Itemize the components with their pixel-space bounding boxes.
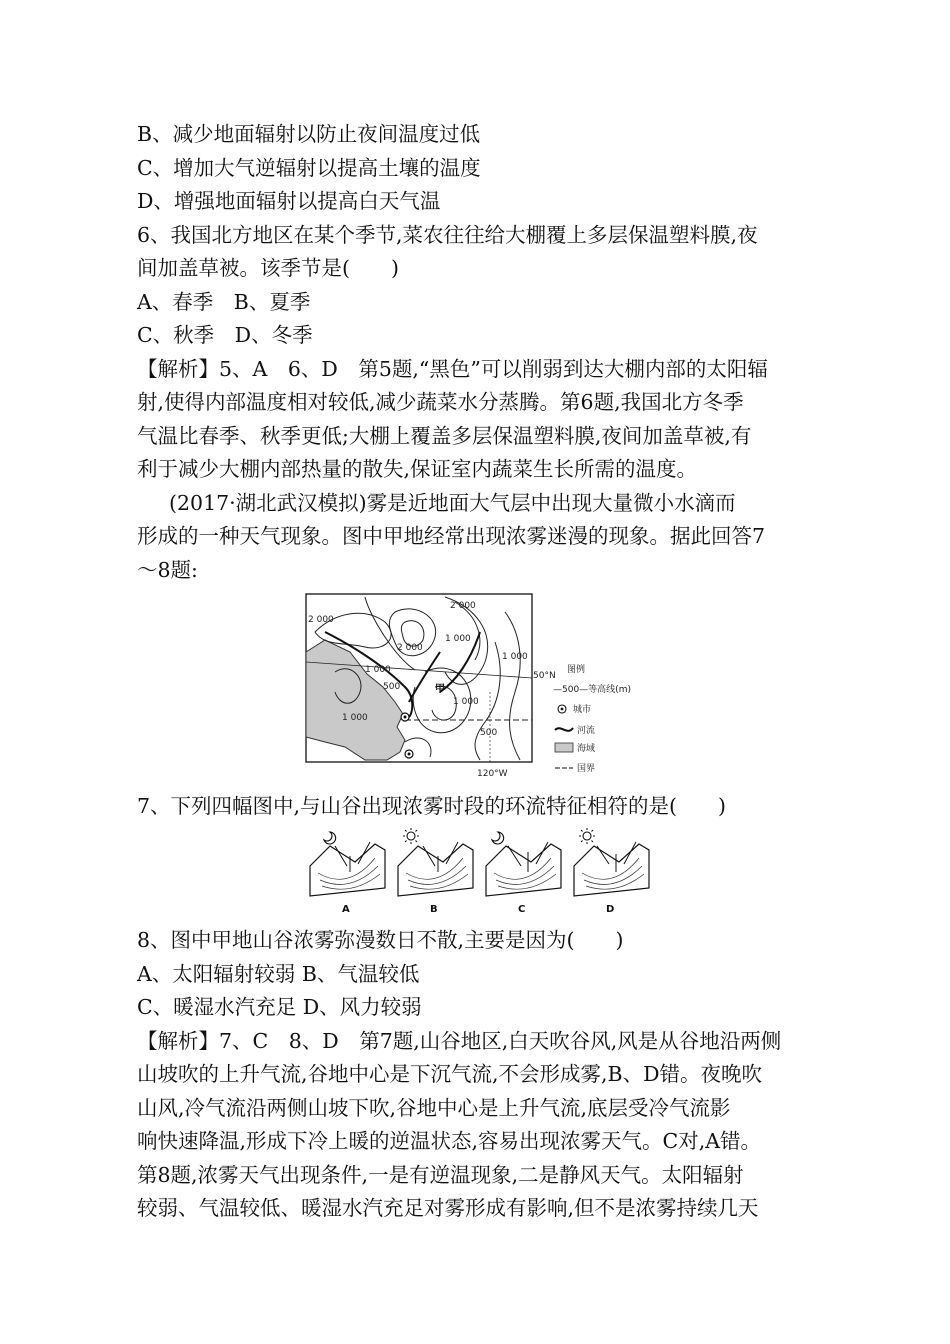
legend-city: 城市 [573, 705, 592, 715]
legend-contour: —500—等高线(m) [553, 685, 631, 695]
document-body-lower [137, 924, 817, 1226]
contour-label: 2 000 [450, 601, 476, 611]
map-legend [553, 663, 631, 774]
contour-label: 1 000 [453, 697, 479, 707]
question-6-line1: 6、我国北方地区在某个季节,菜农往往给大棚覆上多层保温塑料膜,夜 [137, 222, 758, 247]
question-7: 7、下列四幅图中,与山谷出现浓雾时段的环流特征相符的是( ) [137, 794, 727, 818]
question-6-line2: 间加盖草被。该季节是( ) [137, 256, 399, 280]
diagram-label: C [518, 904, 526, 915]
analysis-56-line3: 气温比春季、秋季更低;大棚上覆盖多层保温塑料膜,夜间加盖草被,有 [137, 423, 752, 448]
analysis-78-line2: 山坡吹的上升气流,谷地中心是下沉气流,不会形成雾,B、D错。夜晚吹 [137, 1062, 763, 1086]
legend-border: 国界 [577, 764, 596, 774]
question-8: 8、图中甲地山谷浓雾弥漫数日不散,主要是因为( ) [137, 928, 624, 952]
contour-label: 1 000 [445, 634, 471, 644]
contour-label: 2 000 [397, 643, 423, 653]
diagram-c [486, 832, 561, 896]
contour-map-figure [305, 592, 631, 782]
diagram-label: A [342, 904, 350, 915]
moon-icon [492, 832, 504, 844]
options-ab-q8: A、太阳辐射较弱 B、气温较低 [137, 961, 420, 986]
diagram-d [574, 828, 649, 896]
intro-line1: (2017·湖北武汉模拟)雾是近地面大气层中出现大量微小水滴而 [169, 490, 736, 515]
intro-line3: ～8题: [137, 557, 198, 582]
option-c-q5: C、增加大气逆辐射以提高土壤的温度 [137, 155, 481, 180]
legend-title: 图例 [567, 665, 586, 675]
options-cd-q8: C、暖湿水汽充足 D、风力较弱 [137, 995, 422, 1019]
legend-river: 河流 [577, 726, 596, 736]
contour-label: 2 000 [308, 615, 334, 625]
contour-label: 1 000 [365, 665, 391, 675]
longitude-label: 120°W [477, 769, 508, 779]
place-jia: 甲 [435, 684, 445, 695]
latitude-label: 50°N [533, 671, 556, 681]
analysis-78-line4: 响快速降温,形成下冷上暖的逆温状态,容易出现浓雾天气。C对,A错。 [137, 1129, 762, 1153]
analysis-78-line3: 山风,冷气流沿两侧山坡下吹,谷地中心是上升气流,底层受冷气流影 [137, 1095, 731, 1120]
sun-icon [407, 832, 415, 840]
document-body [137, 118, 817, 587]
option-d-q5: D、增强地面辐射以提高白天气温 [137, 189, 441, 213]
legend-sea: 海域 [577, 744, 596, 754]
sun-icon [583, 832, 591, 840]
analysis-56-line4: 利于减少大棚内部热量的散失,保证室内蔬菜生长所需的温度。 [137, 457, 698, 481]
diagram-label: B [430, 904, 438, 915]
analysis-78-line1: 【解析】7、C 8、D 第7题,山谷地区,白天吹谷风,风是从谷地沿两侧 [137, 1028, 782, 1053]
diagram-a [310, 832, 385, 896]
option-b-q5: B、减少地面辐射以防止夜间温度过低 [137, 122, 481, 146]
analysis-78-line5: 第8题,浓雾天气出现条件,一是有逆温现象,二是静风天气。太阳辐射 [137, 1162, 744, 1187]
diagram-label: D [606, 904, 615, 915]
contour-label: 500 [383, 682, 401, 692]
contour-label: 1 000 [342, 713, 368, 723]
options-cd-q6: C、秋季 D、冬季 [137, 323, 313, 347]
analysis-78-line6: 较弱、气温较低、暖湿水汽充足对雾形成有影响,但不是浓雾持续几天 [137, 1196, 759, 1220]
contour-label: 1 000 [502, 652, 528, 662]
contour-label: 500 [480, 728, 498, 738]
moon-icon [324, 832, 336, 844]
options-ab-q6: A、春季 B、夏季 [137, 289, 311, 314]
analysis-56-line2: 射,使得内部温度相对较低,减少蔬菜水分蒸腾。第6题,我国北方冬季 [137, 390, 744, 414]
analysis-56-line1: 【解析】5、A 6、D 第5题,“黑色”可以削弱到达大棚内部的太阳辐 [137, 356, 768, 381]
intro-line2: 形成的一种天气现象。图中甲地经常出现浓雾迷漫的现象。据此回答7 [137, 524, 766, 548]
diagram-b [398, 828, 473, 896]
valley-circulation-figure [300, 828, 660, 918]
